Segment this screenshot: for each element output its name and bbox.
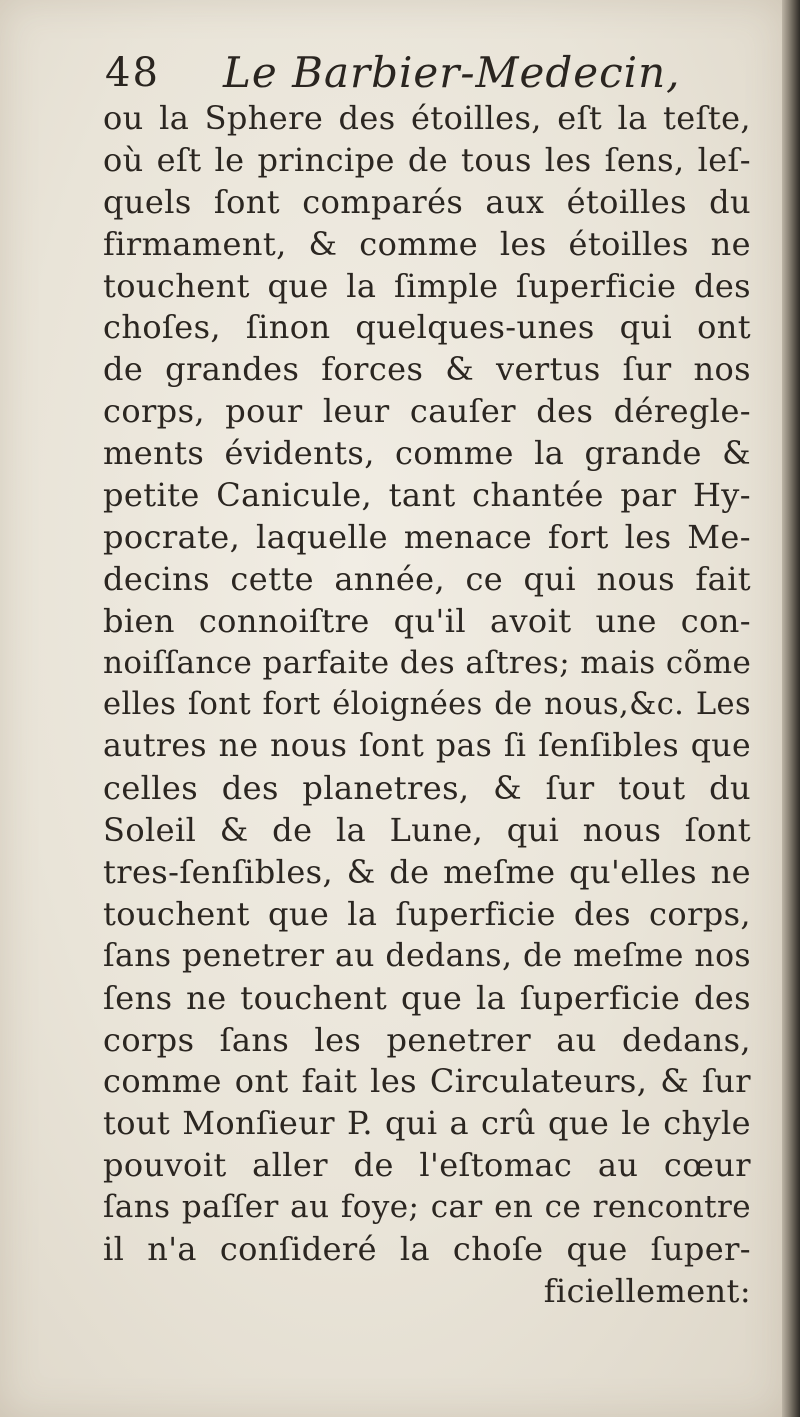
text-line: ments évidents, comme la grande & [103, 434, 751, 473]
text-line: il n'a conſideré la choſe que ſuper- [103, 1230, 751, 1269]
text-line: touchent que la ſuperficie des corps, [103, 894, 751, 933]
text-line: touchent que la ſimple ſuperficie des [103, 266, 751, 305]
text-line: Soleil & de la Lune, qui nous ſont [103, 811, 751, 850]
text-line: ſens ne touchent que la ſuperficie des [103, 978, 751, 1017]
text-line: pocrate, laquelle menace fort les Me- [103, 517, 751, 556]
catchword: ficiellement: [543, 1271, 751, 1310]
text-line: où eſt le principe de tous les ſens, leſ- [103, 140, 751, 179]
text-line: ſans penetrer au dedans, de meſme nos [103, 937, 751, 974]
text-line: tout Monſieur P. qui a crû que le chyle [103, 1104, 751, 1143]
text-line: bien connoiſtre qu'il avoit une con- [103, 601, 751, 640]
text-line: comme ont fait les Circulateurs, & ſur [103, 1062, 751, 1101]
text-line: choſes, ſinon quelques-unes qui ont [103, 308, 751, 347]
page-binding-edge [782, 0, 800, 1417]
text-line: noiſſance parfaite des aſtres; mais cõme [103, 644, 752, 681]
text-line: autres ne nous ſont pas ſi ſenſibles que [103, 728, 751, 765]
text-line: corps, pour leur cauſer des déregle- [103, 392, 751, 431]
text-line: petite Canicule, tant chantée par Hy- [103, 476, 751, 515]
text-line: quels ſont comparés aux étoilles du [103, 182, 751, 221]
text-line: decins cette année, ce qui nous fait [103, 559, 751, 598]
text-line: ou la Sphere des étoilles, eſt la teſte, [103, 99, 751, 137]
body-text [103, 98, 751, 1313]
page-number: 48 [105, 50, 160, 96]
text-line: pouvoit aller de l'eſtomac au cœur [103, 1146, 751, 1185]
text-line: elles ſont fort éloignées de nous,&c. Les [103, 687, 751, 723]
text-line: de grandes forces & vertus ſur nos [103, 350, 751, 389]
text-line: ſans paſſer au foye; car en ce rencontre [103, 1189, 751, 1226]
page-header [105, 44, 705, 102]
running-title: Le Barbier-Medecin, [223, 48, 681, 97]
text-line: corps ſans les penetrer au dedans, [103, 1020, 751, 1059]
text-line: celles des planetres, & ſur tout du [103, 769, 751, 808]
text-line: firmament, & comme les étoilles ne [103, 224, 751, 263]
text-line: tres-ſenſibles, & de meſme qu'elles ne [103, 853, 751, 892]
